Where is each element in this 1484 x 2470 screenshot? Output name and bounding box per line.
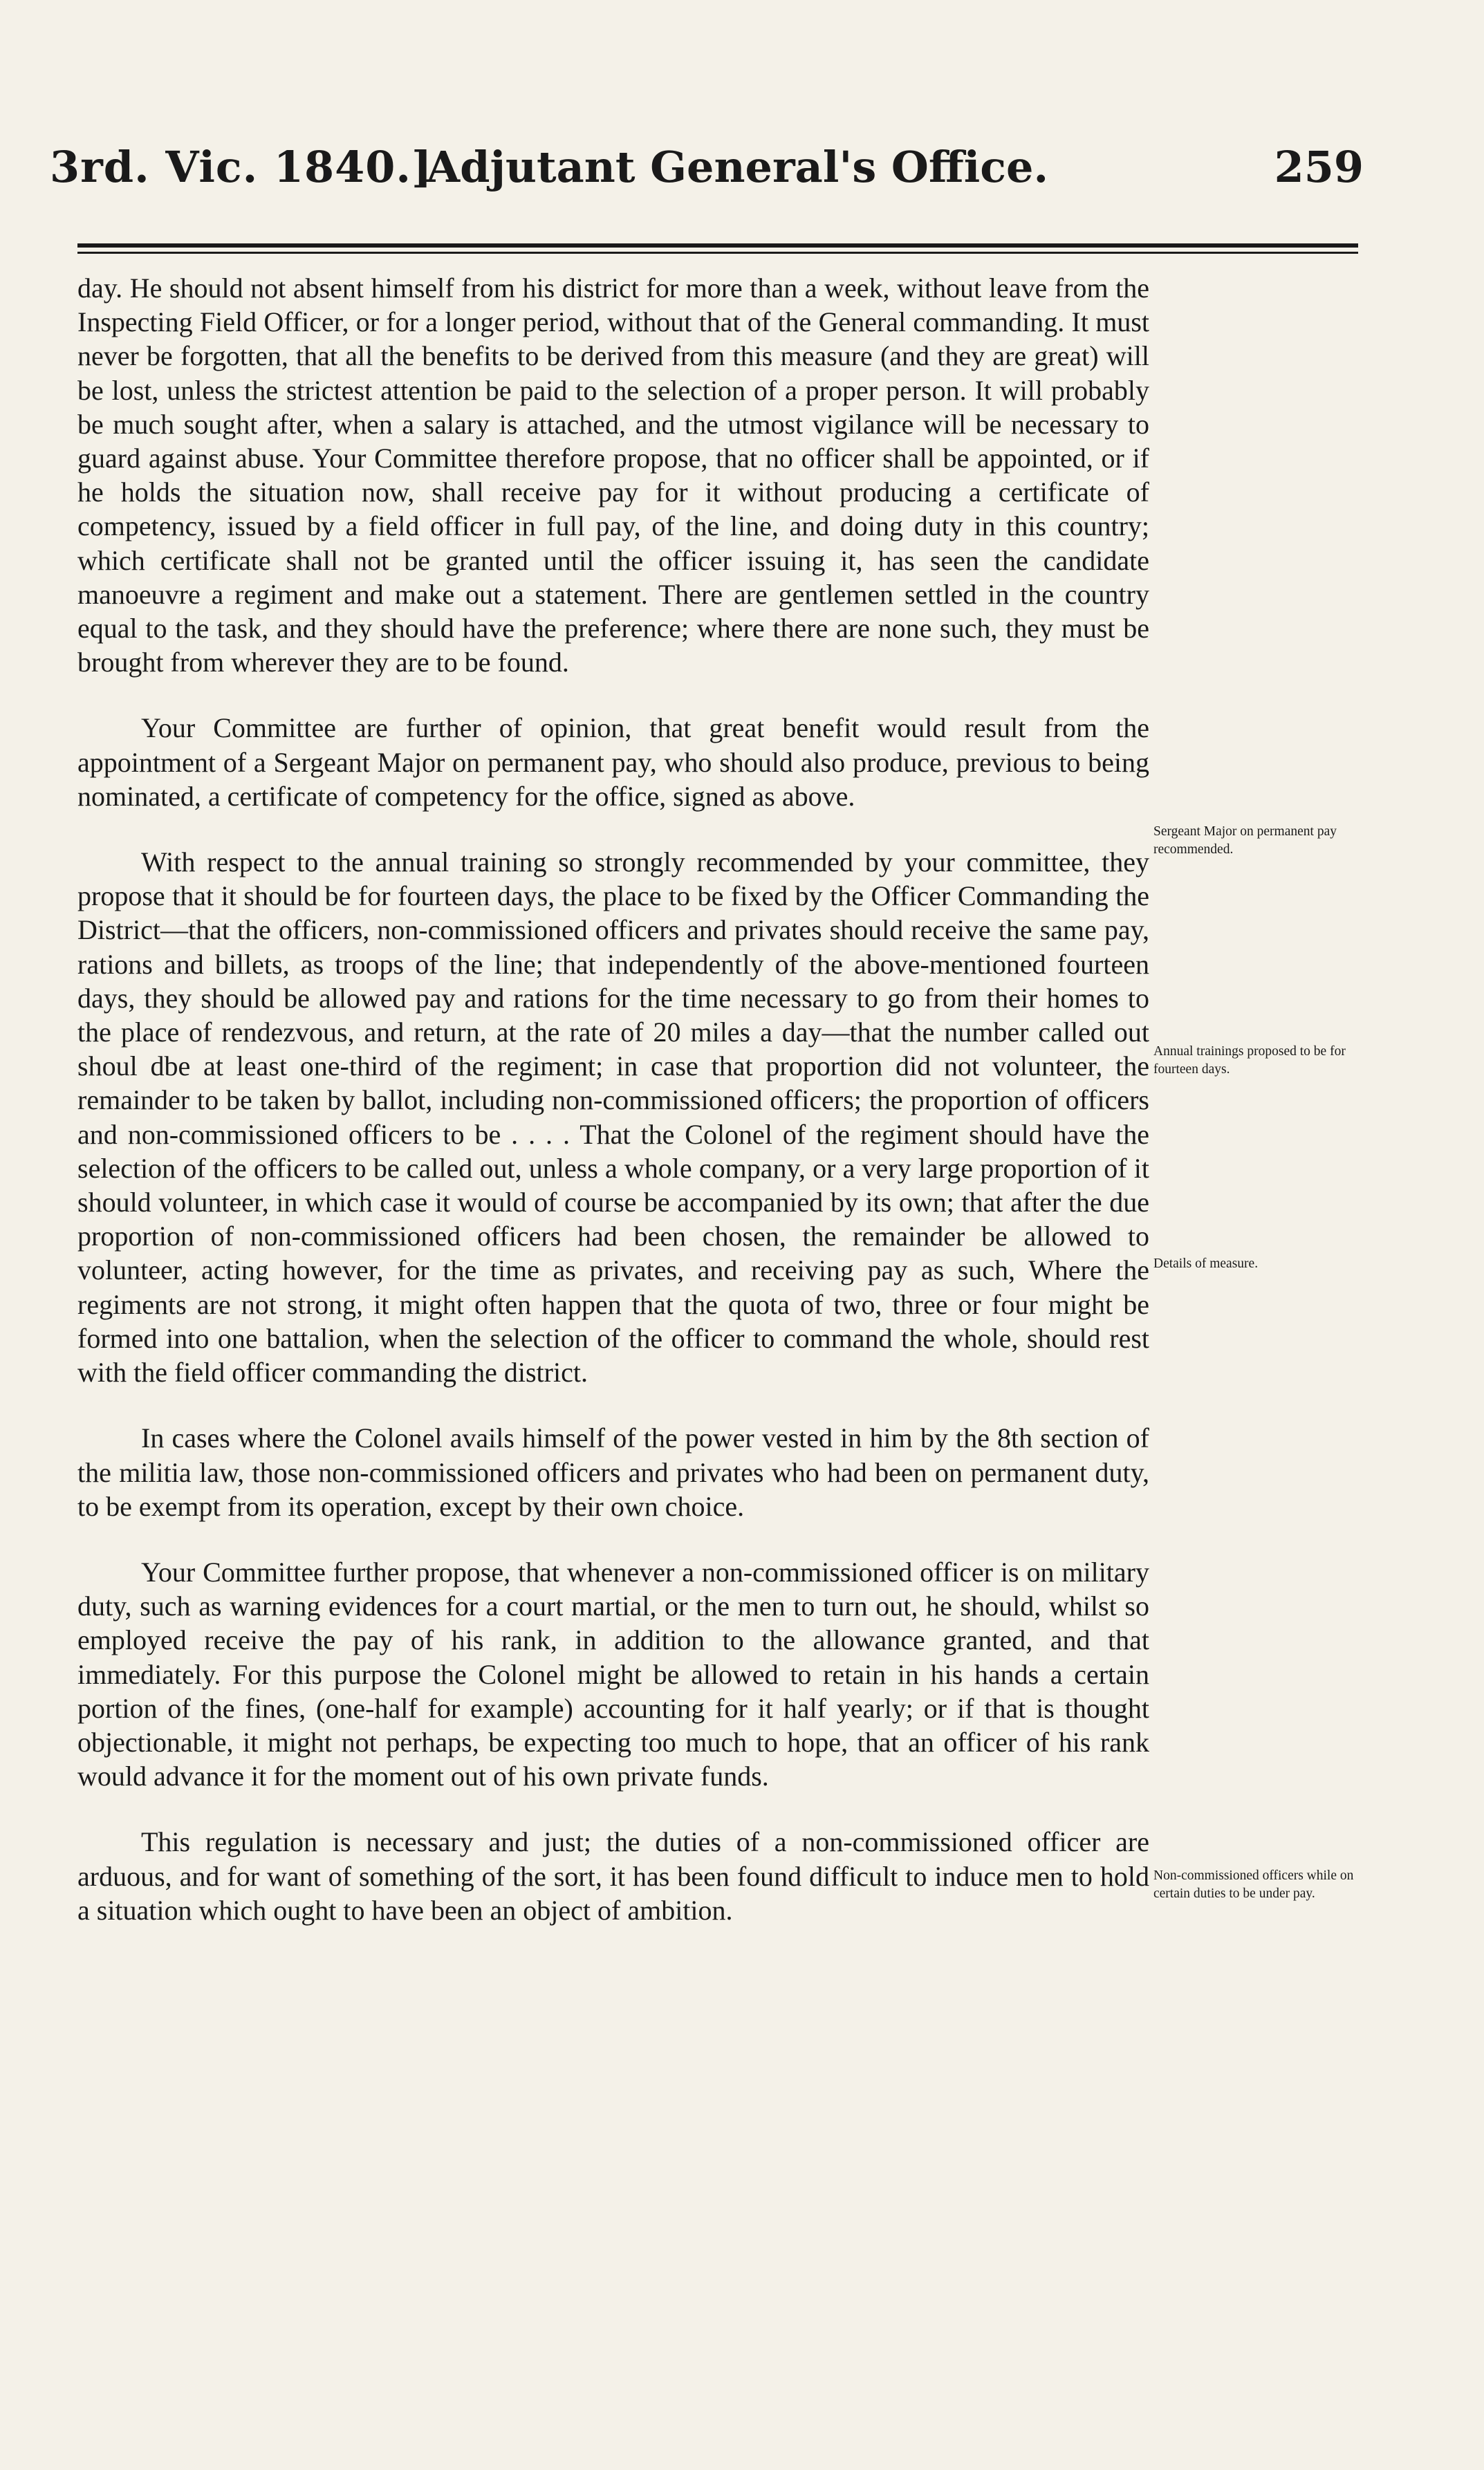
running-header	[50, 142, 1364, 204]
margin-note-sergeant-major: Sergeant Major on permanent pay recommended.	[1153, 824, 1337, 857]
header-rule-thick	[77, 243, 1358, 248]
margin-note-annual-trainings: Annual trainings proposed to be for fourteen days.	[1153, 1044, 1346, 1077]
paragraph-2: Your Committee are further of opinion, that great benefit would result from the appointment of a Sergeant Major on permanent pay, who should also produce, previous to being nominated, a certificate of competency for the office, signed as above.	[77, 712, 1149, 812]
paragraph-5: Your Committee further propose, that whenever a non-commissioned officer is on military duty, such as warning evidences for a court martial, or the men to turn out, he should, whilst so employed receive the pay of his rank, in addition to the allowance granted, and that immediately. For this purpose the Colonel might be allowed to retain in his hands a certain portion of the fines, (one-half for example) accounting for it half yearly; or if that is thought objectionable, it might not perhaps, be expecting too much to hope, that an officer of his rank would advance it for the moment out of his own private funds.	[77, 1556, 1149, 1792]
header-rule-thin	[77, 252, 1358, 254]
header-act-reference: 3rd. Vic. 1840.]	[50, 142, 433, 192]
paragraph-6: This regulation is necessary and just; the duties of a non-commissioned officer are arduous, and for want of something of the sort, it has been found difficult to induce men to hold a situation which ought to have been an object of ambition.	[77, 1826, 1149, 1926]
margin-note-details: Details of measure.	[1153, 1256, 1259, 1271]
paragraph-1: day. He should not absent himself from his district for more than a week, without leave from the Inspecting Field Officer, or for a longer period, without that of the General commanding. It must never be forgotten, that all the benefits to be derived from this measure (and they are great) will be lost, unless the strictest attention be paid to the selection of a proper person. It will probably be much sought after, when a salary is attached, and the utmost vigilance will be necessary to guard against abuse. Your Committee therefore propose, that no officer shall be appointed, or if he holds the situation now, shall receive pay for it without producing a certificate of competency, issued by a field officer in full pay, of the line, and doing duty in this country; which certificate shall not be granted until the officer issuing it, has seen the candidate manoeuvre a regiment and make out a statement. There are gentlemen settled in the country equal to the task, and they should have the preference; where there are none such, they must be brought from wherever they are to be found.	[77, 272, 1149, 678]
header-title: Adjutant General's Office.	[427, 142, 1049, 192]
paragraph-3: With respect to the annual training so strongly recommended by your committee, they propose that it should be for fourteen days, the place to be fixed by the Officer Commanding the District—that the officers, non-commissioned officers and privates should receive the same pay, rations and billets, as troops of the line; that independently of the above-mentioned fourteen days, they should be allowed pay and rations for the time necessary to go from their homes to the place of rendezvous, and return, at the rate of 20 miles a day—that the number called out shoul dbe at least one-third of the regiment; in case that proportion did not volunteer, the remainder to be taken by ballot, including non-commissioned officers; the proportion of officers and non-commissioned officers to be . . . . That the Colonel of the regiment should have the selection of the officers to be called out, unless a whole company, or a very large proportion of it should volunteer, in which case it would of course be accompanied by its own; that after the due proportion of non-commissioned officers had been chosen, the remainder be allowed to volunteer, acting however, for the time as privates, and receiving pay as such, Where the regiments are not strong, it might often happen that the quota of two, three or four might be formed into one battalion, when the selection of the officer to command the whole, should rest with the field officer commanding the district.	[77, 846, 1149, 1389]
page-number: 259	[1274, 142, 1364, 192]
margin-note-non-commissioned: Non-commissioned officers while on certain duties to be under pay.	[1153, 1868, 1354, 1901]
page-body	[77, 271, 1149, 1959]
paragraph-4: In cases where the Colonel avails himself of the power vested in him by the 8th section of the militia law, those non-commissioned officers and privates who had been on permanent duty, to be exempt from its operation, except by their own choice.	[77, 1422, 1149, 1522]
